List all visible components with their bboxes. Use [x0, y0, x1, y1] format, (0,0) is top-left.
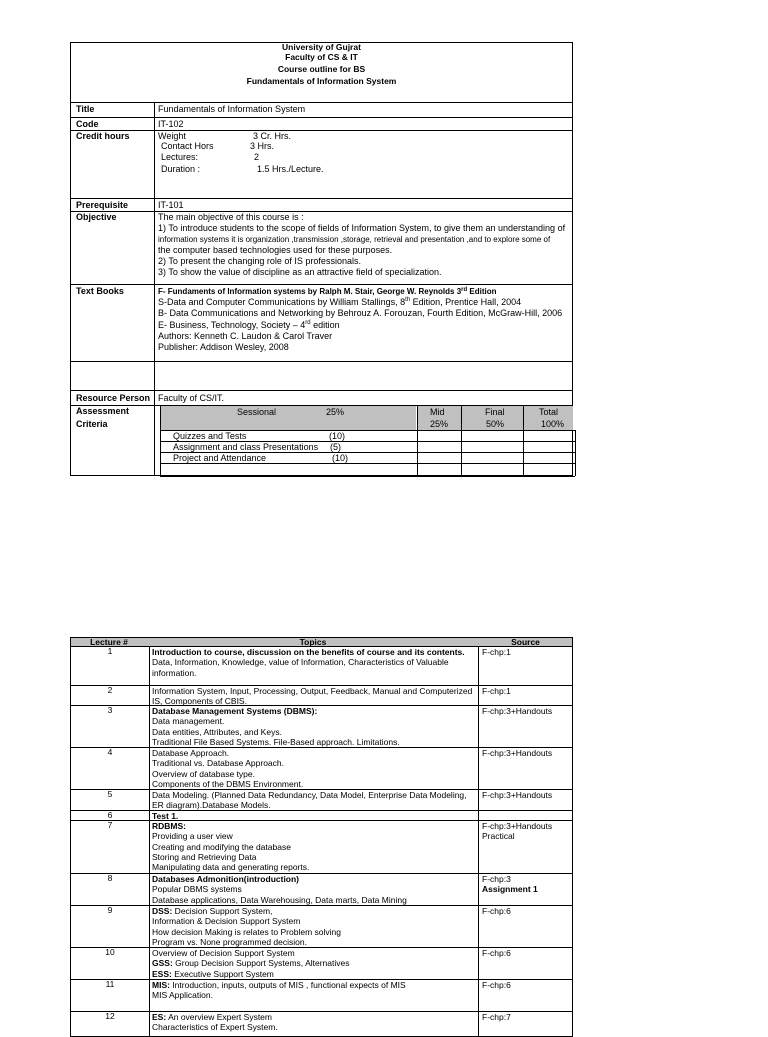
lecture-source: F-chp:3+Handouts [482, 748, 553, 758]
lecture-row [70, 1012, 573, 1037]
lecture-source: F-chp:1 [482, 647, 511, 657]
lecture-source: F-chp:6 [482, 948, 511, 958]
lecture-number: 10 [105, 947, 115, 957]
outline-header [70, 42, 573, 87]
resource-value: Faculty of CS/IT. [158, 393, 225, 403]
lecture-source: F-chp:3 Assignment 1 [482, 874, 538, 895]
credit-duration-key: Duration : [161, 164, 201, 174]
title-label: Title [76, 104, 95, 114]
assessment-row-value: (10) [332, 453, 349, 463]
lecture-row [70, 686, 573, 706]
lecture-number: 6 [107, 810, 113, 820]
final-percent: 50% [486, 419, 505, 429]
lecture-row [70, 748, 573, 790]
objective-line: 1) To introduce students to the scope of fields of Information System, to give them an understanding of [158, 223, 566, 233]
objective-line: The main objective of this course is : [158, 212, 304, 222]
lecture-number: 7 [107, 820, 113, 830]
lecture-table [70, 637, 573, 1033]
faculty-name: Faculty of CS & IT [285, 52, 358, 62]
lecture-row [70, 706, 573, 748]
objective-line: the computer based technologies used for these purposes. [158, 245, 393, 255]
textbooks-label: Text Books [76, 286, 124, 296]
credit-weight-key: Weight [158, 131, 186, 141]
lecture-number: 1 [107, 646, 113, 656]
title-value: Fundamentals of Information System [158, 104, 306, 114]
textbook-line: F- Fundaments of Information systems by Ralph M. Stair, George W. Reynolds 3rd Edition [158, 287, 497, 296]
lecture-topic: DSS: Decision Support System, Information & Decision Support System How decision Making is relates to Problem solving Program vs. None programmed decision. [152, 906, 341, 947]
credit-lectures-value: 2 [254, 152, 260, 162]
lecture-row [70, 980, 573, 1012]
total-percent: 100% [541, 419, 565, 429]
lecture-row [70, 790, 573, 811]
lecture-row [70, 647, 573, 686]
university-name: University of Gujrat [282, 42, 361, 52]
textbook-line: S-Data and Computer Communications by William Stallings, 8th Edition, Prentice Hall, 2004 [158, 297, 522, 307]
lecture-topic: Database Management Systems (DBMS): Data management. Data entities, Attributes, and Keys. Traditional File Based Systems. File-Based approach. Limitations. [152, 706, 400, 747]
lecture-topic: Database Approach. Traditional vs. Database Approach. Overview of database type. Components of the DBMS Environment. [152, 748, 304, 789]
assessment-row-name: Assignment and class Presentations [173, 442, 319, 452]
lecture-topic: Information System, Input, Processing, Output, Feedback, Manual and Computerized IS, Components of CBIS. [152, 686, 473, 707]
total-label: Total [539, 407, 559, 417]
lecture-source: F-chp:6 [482, 906, 511, 916]
lecture-source: F-chp:6 [482, 980, 511, 990]
textbook-line: B- Data Communications and Networking by Behrouz A. Forouzan, Fourth Edition, McGraw-Hill, 2006 [158, 308, 563, 318]
lecture-topic: Introduction to course, discussion on the benefits of course and its contents. Data, Information, Knowledge, value of Information, Characteristics of Valuable information. [152, 647, 465, 678]
lecture-num-header: Lecture # [90, 637, 128, 647]
objective-line: 3) To show the value of discipline as an attractive field of specialization. [158, 267, 442, 277]
credit-weight-value: 3 Cr. Hrs. [253, 131, 292, 141]
lecture-source: F-chp:3+Handouts [482, 706, 553, 716]
lecture-number: 12 [105, 1011, 115, 1021]
code-label: Code [76, 119, 99, 129]
lecture-number: 4 [107, 747, 113, 757]
credit-duration-value: 1.5 Hrs./Lecture. [257, 164, 324, 174]
assessment-row-value: (10) [329, 431, 346, 441]
resource-label: Resource Person [76, 393, 151, 403]
credit-contact-value: 3 Hrs. [250, 141, 275, 151]
lecture-row [70, 821, 573, 874]
mid-label: Mid [430, 407, 445, 417]
assessment-row-name: Quizzes and Tests [173, 431, 247, 441]
lecture-number: 3 [107, 705, 113, 715]
textbook-line: E- Business, Technology, Society – 4rd edition [158, 320, 340, 330]
prereq-label: Prerequisite [76, 200, 129, 210]
assessment-row-value: (5) [330, 442, 341, 452]
objective-label: Objective [76, 212, 117, 222]
lecture-number: 8 [107, 873, 113, 883]
textbook-line: Authors: Kenneth C. Laudon & Carol Traver [158, 331, 333, 341]
prereq-value: IT-101 [158, 200, 184, 210]
lecture-number: 5 [107, 789, 113, 799]
source-header: Source [511, 637, 540, 647]
lecture-number: 9 [107, 905, 113, 915]
outline-name: Course outline for BS [277, 64, 366, 74]
lecture-source: F-chp:7 [482, 1012, 511, 1022]
lecture-source: F-chp:3+Handouts Practical [482, 821, 553, 842]
lecture-row [70, 874, 573, 906]
lecture-number: 11 [105, 979, 115, 989]
objective-line: 2) To present the changing role of IS professionals. [158, 256, 361, 266]
final-label: Final [485, 407, 505, 417]
lecture-topic: ES: An overview Expert System Characteristics of Expert System. [152, 1012, 278, 1033]
assessment-label: Assessment Criteria [76, 406, 130, 429]
credit-label: Credit hours [76, 131, 130, 141]
lecture-topic: Data Modeling. (Planned Data Redundancy, Data Model, Enterprise Data Modeling, ER diagram).Database Models. [152, 790, 467, 811]
code-value: IT-102 [158, 119, 184, 129]
sessional-label: Sessional [237, 407, 277, 417]
lecture-source: F-chp:3+Handouts [482, 790, 553, 800]
lecture-topic: Overview of Decision Support System GSS: Group Decision Support Systems, Alternatives ESS: Executive Support System [152, 948, 350, 979]
lecture-source: F-chp:1 [482, 686, 511, 696]
credit-contact-key: Contact Hors [161, 141, 214, 151]
credit-lectures-key: Lectures: [161, 152, 199, 162]
textbook-line: Publisher: Addison Wesley, 2008 [158, 342, 289, 352]
sessional-percent: 25% [326, 407, 345, 417]
lecture-topic: Test 1. [152, 811, 179, 821]
assessment-row-name: Project and Attendance [173, 453, 267, 463]
mid-percent: 25% [430, 419, 449, 429]
lecture-topic: RDBMS: Providing a user view Creating and modifying the database Storing and Retrieving Data Manipulating data and generating reports. [152, 821, 310, 873]
sessional-header-bg [160, 406, 416, 430]
lecture-topic: Databases Admonition(introduction) Popular DBMS systems Database applications, Data Warehousing, Data marts, Data Mining [152, 874, 407, 905]
lecture-row [70, 906, 573, 948]
objective-line: information systems it is organization ,transmission ,storage, retrieval and presentation ,and to explore some of [158, 235, 551, 244]
course-name: Fundamentals of Information System [246, 76, 397, 86]
lecture-topic: MIS: Introduction, inputs, outputs of MIS , functional expects of MIS MIS Application. [152, 980, 406, 1001]
lecture-number: 2 [107, 685, 113, 695]
lecture-row [70, 948, 573, 980]
topics-header: Topics [299, 637, 327, 647]
